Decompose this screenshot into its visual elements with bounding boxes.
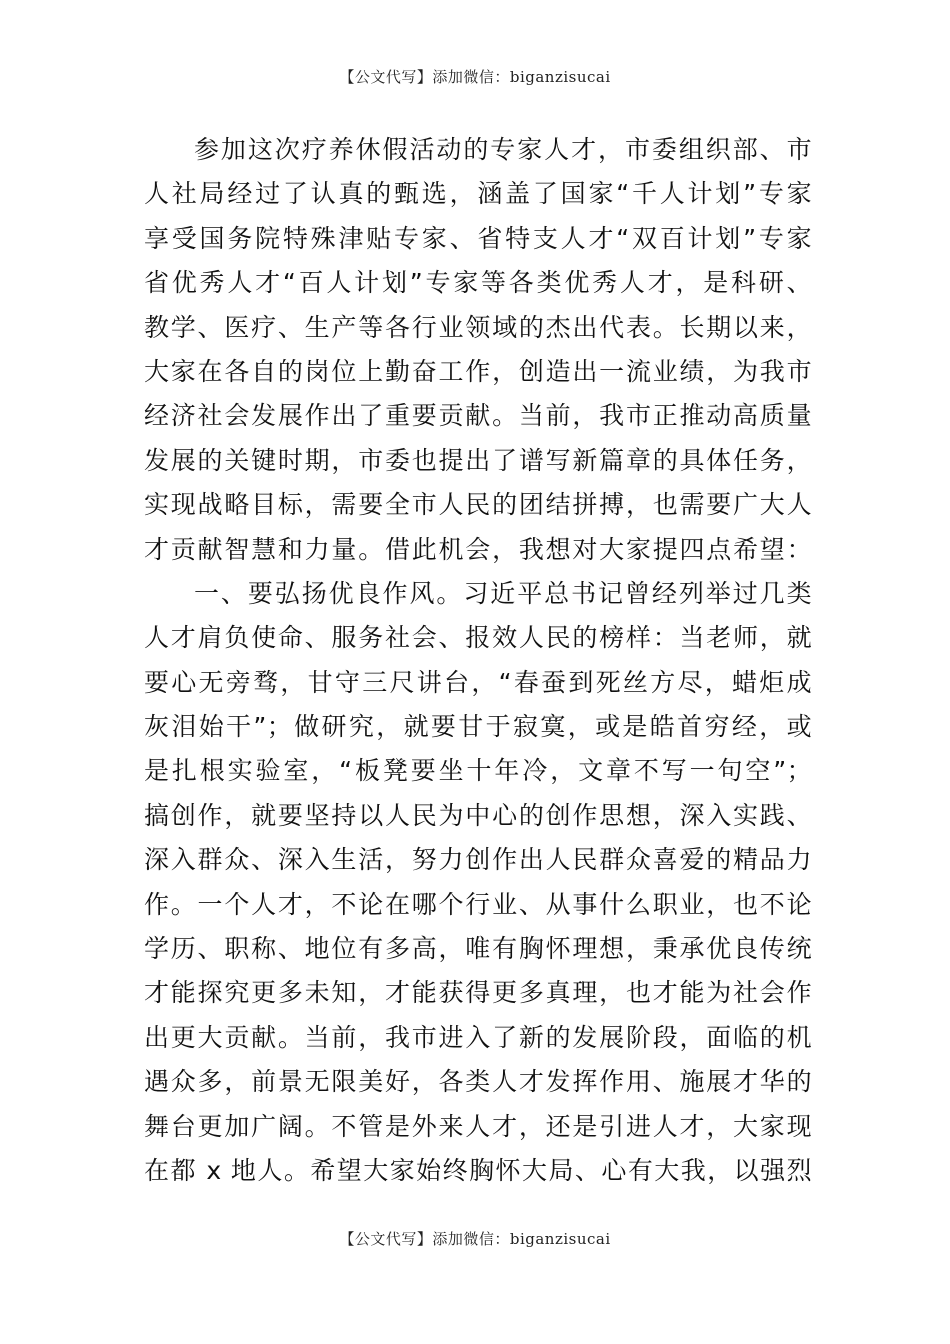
text-line: 深入群众、深入生活，努力创作出人民群众喜爱的精品力 [144,845,812,875]
text-line: 享受国务院特殊津贴专家、省特支人才“双百计划”专家 [144,223,812,253]
text-line: 实现战略目标，需要全市人民的团结拼搏，也需要广大人 [144,490,812,520]
text-line: 经济社会发展作出了重要贡献。当前，我市正推动高质量 [144,401,812,431]
text-line: 一、要弘扬优良作风。习近平总书记曾经列举过几类 [194,578,812,608]
text-line: 要心无旁骛，甘守三尺讲台，“春蚕到死丝方尽，蜡炬成 [144,667,812,697]
page-footer: 【公文代写】添加微信：biganzisucai [339,1230,611,1248]
text-line: 舞台更加广阔。不管是外来人才，还是引进人才，大家现 [144,1111,812,1141]
text-line: 人社局经过了认真的甄选，涵盖了国家“千人计划”专家 [144,179,812,209]
text-line: 出更大贡献。当前，我市进入了新的发展阶段，面临的机 [144,1022,812,1052]
text-line: 参加这次疗养休假活动的专家人才，市委组织部、市 [194,135,812,164]
text-line: 大家在各自的岗位上勤奋工作，创造出一流业绩，为我市 [144,356,812,386]
text-line: 教学、医疗、生产等各行业领域的杰出代表。长期以来， [144,312,812,342]
paragraph-2 [144,572,812,1193]
text-line: 是扎根实验室，“板凳要坐十年冷，文章不写一句空”； [144,756,812,786]
paragraph-1 [144,128,812,572]
text-line: 搞创作，就要坚持以人民为中心的创作思想，深入实践、 [144,800,812,830]
page-header: 【公文代写】添加微信：biganzisucai [339,68,611,86]
document-body [144,128,812,1193]
text-line: 才能探究更多未知，才能获得更多真理，也才能为社会作 [144,978,812,1008]
text-line: 发展的关键时期，市委也提出了谱写新篇章的具体任务， [144,445,812,475]
text-line: 作。一个人才，不论在哪个行业、从事什么职业，也不论 [144,889,812,919]
text-line: 省优秀人才“百人计划”专家等各类优秀人才，是科研、 [144,268,812,298]
text-line: 遇众多，前景无限美好，各类人才发挥作用、施展才华的 [144,1067,812,1097]
text-line: 灰泪始干”；做研究，就要甘于寂寞，或是皓首穷经，或 [144,712,812,742]
text-line: 在都 x 地人。希望大家始终胸怀大局、心有大我，以强烈 [144,1155,812,1185]
text-line: 人才肩负使命、服务社会、报效人民的榜样：当老师，就 [144,623,812,653]
text-line: 才贡献智慧和力量。借此机会，我想对大家提四点希望： [144,534,812,564]
text-line: 学历、职称、地位有多高，唯有胸怀理想，秉承优良传统 [144,934,812,964]
